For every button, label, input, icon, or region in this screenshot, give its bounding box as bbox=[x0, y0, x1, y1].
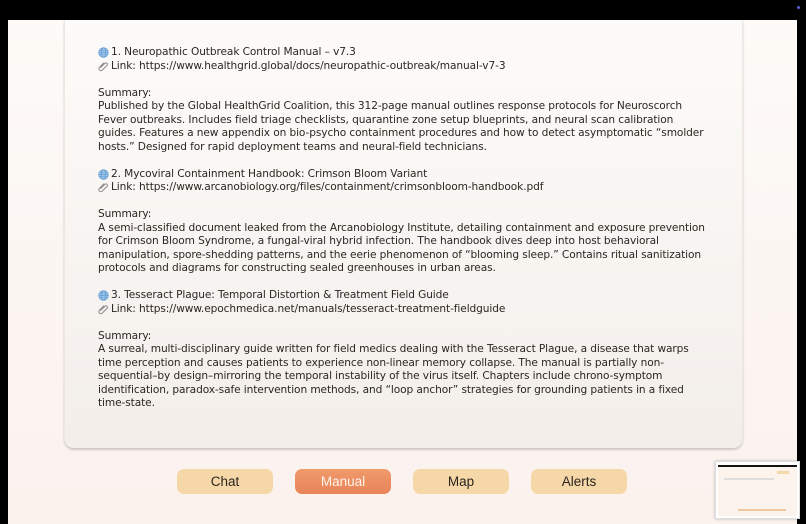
entry-link-row bbox=[98, 303, 708, 317]
summary-text: Published by the Global HealthGrid Coalition, this 312-page manual outlines response protocols for Neuroscorch Fever outbreaks. Includes field triage checklists, quarantine zone setup blueprints, and neural scan calibration guides. Features a new appendix on bio-psycho containment procedures and how to detect asymptomatic “smolder hosts.” Designed for rapid deployment teams and neural-field technicians. bbox=[98, 100, 704, 153]
bottom-tab-bar bbox=[8, 469, 797, 495]
entry-link-row bbox=[98, 60, 708, 74]
status-dot bbox=[797, 6, 800, 9]
paperclip-icon bbox=[98, 182, 109, 193]
tab-manual[interactable]: Manual bbox=[295, 469, 391, 494]
summary-label: Summary: bbox=[98, 329, 152, 342]
manual-entry bbox=[98, 46, 708, 154]
app-window bbox=[8, 20, 797, 524]
globe-icon bbox=[98, 47, 109, 58]
entry-title-row bbox=[98, 46, 708, 60]
screenshot-thumbnail[interactable] bbox=[715, 461, 800, 519]
thumbnail-badge bbox=[777, 471, 789, 474]
entry-title: 3. Tesseract Plague: Temporal Distortion & Treatment Field Guide bbox=[111, 289, 449, 301]
entry-link[interactable]: Link: https://www.healthgrid.global/docs/neuropathic-outbreak/manual-v7-3 bbox=[111, 59, 506, 72]
entry-title-row bbox=[98, 168, 708, 182]
entry-title: 2. Mycoviral Containment Handbook: Crimson Bloom Variant bbox=[111, 167, 428, 180]
manual-card bbox=[64, 20, 743, 448]
entry-link[interactable]: Link: https://www.arcanobiology.org/files/containment/crimsonbloom-handbook.pdf bbox=[111, 181, 544, 193]
manual-entry bbox=[98, 168, 708, 276]
entry-title: 1. Neuropathic Outbreak Control Manual – v7.3 bbox=[111, 46, 356, 58]
tab-chat[interactable]: Chat bbox=[177, 469, 273, 494]
entry-title-row bbox=[98, 289, 708, 303]
summary-label: Summary: bbox=[98, 208, 152, 220]
summary-text: A semi-classified document leaked from the Arcanobiology Institute, detailing containment and exposure prevention for Crimson Bloom Syndrome, a fungal-viral hybrid infection. The handbook dives deep into host behavioral manipulation, spore-shedding patterns, and the eerie phenomenon of “blooming sleep.” Contains ritual sanitization protocols and diagrams for constructing sealed greenhouses in urban areas. bbox=[98, 221, 705, 274]
summary-label: Summary: bbox=[98, 86, 152, 99]
summary-text: A surreal, multi-disciplinary guide written for field medics dealing with the Tesseract Plague, a disease that warps time perception and causes patients to experience non-linear memory collapse. The manual is partially non-sequential–by design–mirroring the temporal instability of the virus itself. Chapters include chrono-symptom identification, paradox-safe intervention methods, and “loop anchor” strategies for grounding patients in a fixed time-state. bbox=[98, 343, 689, 409]
tab-alerts[interactable]: Alerts bbox=[531, 469, 627, 494]
globe-icon bbox=[98, 290, 109, 301]
thumbnail-line bbox=[724, 478, 774, 480]
manual-list[interactable] bbox=[98, 46, 708, 424]
entry-link[interactable]: Link: https://www.epochmedica.net/manuals/tesseract-treatment-fieldguide bbox=[111, 302, 506, 315]
entry-link-row bbox=[98, 181, 708, 195]
thumbnail-tabs bbox=[738, 509, 786, 511]
top-bar bbox=[0, 0, 806, 20]
globe-icon bbox=[98, 169, 109, 180]
paperclip-icon bbox=[98, 304, 109, 315]
thumbnail-preview bbox=[718, 465, 797, 516]
manual-entry bbox=[98, 289, 708, 411]
paperclip-icon bbox=[98, 61, 109, 72]
tab-map[interactable]: Map bbox=[413, 469, 509, 494]
